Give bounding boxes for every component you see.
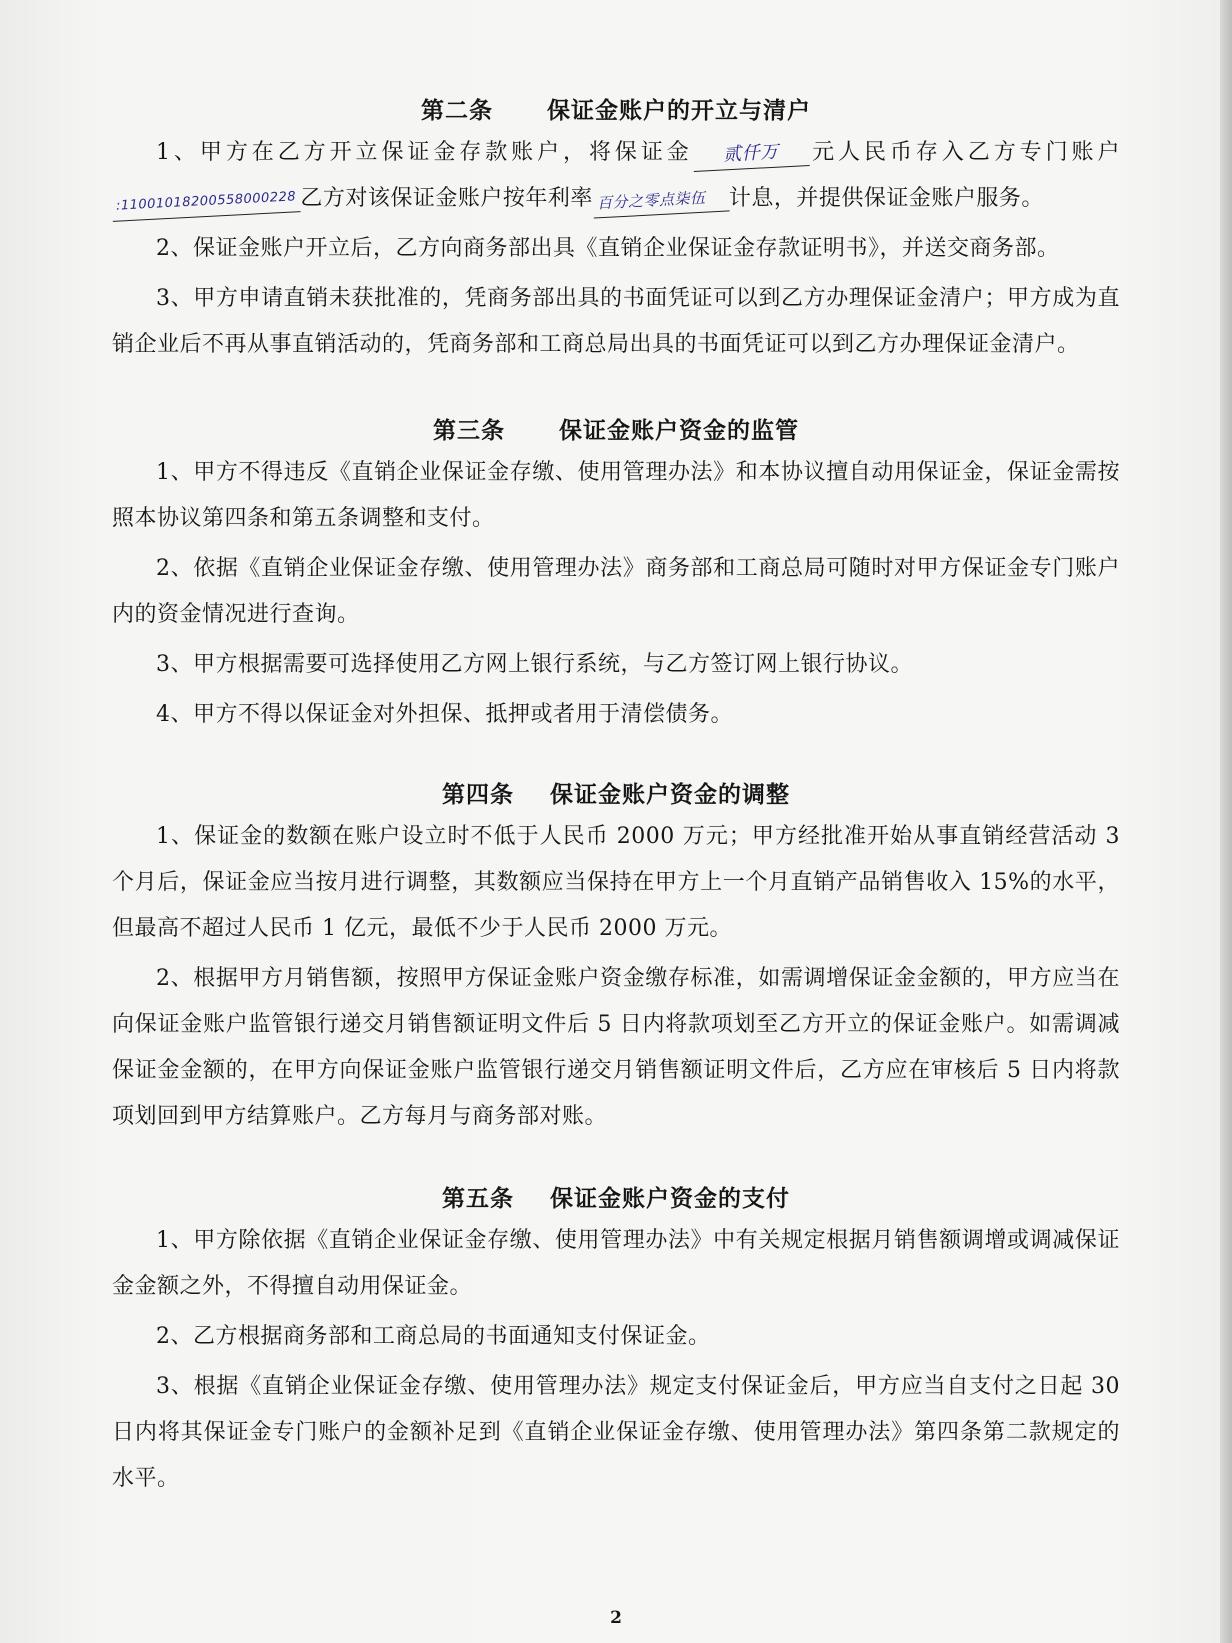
article-5-heading: 第五条 保证金账户资金的支付: [441, 1185, 791, 1212]
article-2-heading: 第二条 保证金账户的开立与清户: [420, 97, 812, 124]
page-number: 2: [610, 1608, 622, 1628]
article-3-clause-3: 3、甲方根据需要可选择使用乙方网上银行系统，与乙方签订网上银行协议。: [156, 652, 913, 677]
article-3: [112, 412, 1120, 738]
article-2: [112, 92, 1120, 368]
article-5: [112, 1180, 1120, 1502]
handwritten-interest-rate: 百分之零点柒伍: [592, 182, 729, 218]
article-4-clause-2: 2、根据甲方月销售额，按照甲方保证金账户资金缴存标准，如需调增保证金金额的，甲方应当在向保证金账户监管银行递交月销售额证明文件后 5 日内将款项划至乙方开立的保证金账户。如需调减保证金金额的，在甲方向保证金账户监管银行递交月销售额证明文件后，乙方应在审核后 5 日内将款项划回到甲方结算账户。乙方每月与商务部对账。: [112, 966, 1120, 1129]
article-2-clause-1: [112, 130, 1120, 222]
clause-text: 元人民币存入乙方专门账户: [808, 140, 1120, 165]
article-3-clause-1: 1、甲方不得违反《直销企业保证金存缴、使用管理办法》和本协议擅自动用保证金，保证金需按照本协议第四条和第五条调整和支付。: [112, 460, 1120, 531]
article-2-clause-3: 3、甲方申请直销未获批准的，凭商务部出具的书面凭证可以到乙方办理保证金清户；甲方成为直销企业后不再从事直销活动的，凭商务部和工商总局出具的书面凭证可以到乙方办理保证金清户。: [112, 286, 1120, 357]
article-4-heading: 第四条 保证金账户资金的调整: [441, 781, 791, 808]
article-5-clause-1: 1、甲方除依据《直销企业保证金存缴、使用管理办法》中有关规定根据月销售额调增或调减保证金金额之外，不得擅自动用保证金。: [112, 1228, 1120, 1299]
handwritten-amount: 贰仟万: [692, 137, 809, 172]
scan-edge: [1220, 0, 1232, 1643]
handwritten-account-number: :11001018200558000228: [111, 183, 301, 222]
article-4: [112, 776, 1120, 1140]
article-3-heading: 第三条 保证金账户资金的监管: [432, 417, 800, 444]
clause-text: 乙方对该保证金账户按年利率: [300, 186, 593, 211]
article-2-clause-2: 2、保证金账户开立后，乙方向商务部出具《直销企业保证金存款证明书》，并送交商务部。: [156, 236, 1060, 261]
clause-text: 1、甲方在乙方开立保证金存款账户，将保证金: [156, 140, 693, 165]
article-5-clause-2: 2、乙方根据商务部和工商总局的书面通知支付保证金。: [156, 1324, 711, 1349]
document-body: [112, 92, 1120, 1506]
clause-text: 计息，并提供保证金账户服务。: [728, 186, 1044, 211]
article-5-clause-3: 3、根据《直销企业保证金存缴、使用管理办法》规定支付保证金后，甲方应当自支付之日起 30 日内将其保证金专门账户的金额补足到《直销企业保证金存缴、使用管理办法》第四条第二款规定的水平。: [112, 1374, 1120, 1491]
article-3-clause-2: 2、依据《直销企业保证金存缴、使用管理办法》商务部和工商总局可随时对甲方保证金专门账户内的资金情况进行查询。: [112, 556, 1120, 627]
article-3-clause-4: 4、甲方不得以保证金对外担保、抵押或者用于清偿债务。: [156, 702, 733, 727]
article-4-clause-1: 1、保证金的数额在账户设立时不低于人民币 2000 万元；甲方经批准开始从事直销经营活动 3 个月后，保证金应当按月进行调整，其数额应当保持在甲方上一个月直销产品销售收入 15%的水平，但最高不超过人民币 1 亿元，最低不少于人民币 2000 万元。: [112, 824, 1120, 941]
